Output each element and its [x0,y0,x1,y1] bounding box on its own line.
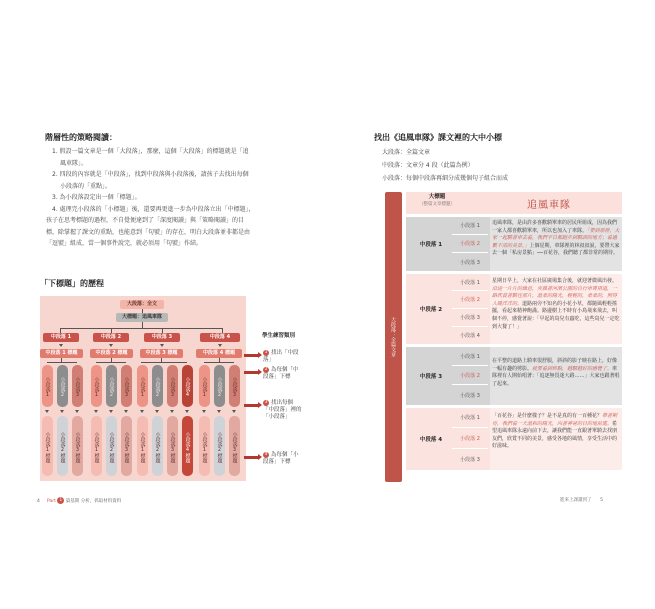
small-4-1: 小段落1 [199,365,210,407]
definition-item: 大段落：全篇文章 [382,149,431,156]
step-1: 1 找出「中段落」 [263,350,299,363]
sub-label: 小段落 3 [460,457,480,463]
chapter-label: 進來上課讀到了 [560,498,592,503]
page-number: 5 [600,498,603,503]
section-label: 築基期 分析，抓取材料資料 [65,499,122,504]
small-title-4-3: 小段落3標題 [229,416,240,476]
small-1-2: 小段落2 [57,365,68,407]
sub-label: 小段落 1 [452,274,488,291]
sub-label: 小段落 3 [452,309,488,327]
small-2-1: 小段落1 [91,365,102,407]
mid-paragraph-4: 中段落 4 [200,333,240,342]
table-header [406,192,622,214]
step-4: 4 為每個「小段落」下標 [263,452,299,465]
para-line: 標，除掌握了課文的重點，也能意到「句號」的存在，明白大段落並非都是由 [46,228,251,236]
header-sublabel: （整篇文章標題） [419,202,455,207]
para-line: 2. 四段的內容就是「中段落」，找到中段落與小段落後，請孩子去找出每個 [52,171,249,178]
mid-paragraph-1: 中段落 1 [43,333,79,342]
para-line: 孩子在思考標題的過程，不自覺便達到了「深度閱讀」與「策略閱讀」的目 [46,217,245,224]
mid-title-2: 中段落 2 標題 [90,349,133,358]
mid-label: 中段落 4 [419,437,443,443]
sub-label: 小段落 2 [452,366,488,385]
definition-item: 小段落：每個中段落再細分成幾個句子組合而成 [382,175,509,182]
root-box: 大段落：全文 [120,300,164,309]
small-title-4-1: 小段落1標題 [199,416,210,476]
mid-text: 「百花谷」是什麼樣子？是不是真的有一百種花？帶著期待，我們看一天溫和的陽光，向著神祕的目的地前進。希望追風車隊永遠向前下去，讓我們能一直跟著單騎去找朋友們，欣賞不同的美景，感受各地的風情，享受生活中的好滋味。 [492,413,618,450]
arrow-right-icon [244,456,258,459]
left-heading: 階層性的策略閱讀： [45,133,117,142]
left-page [0,0,327,609]
small-title-1-3: 小段落3標題 [72,416,83,476]
header-title: 追風車隊 [527,200,571,211]
small-2-3: 小段落3 [121,365,132,407]
arrow-right-icon [244,354,258,357]
para-line: 小段落的「重點」。 [60,182,112,190]
small-4-3: 小段落3 [229,365,240,407]
sub-label: 小段落 1 [452,408,488,428]
small-2-2: 小段落2 [106,365,117,407]
mid-group-4 [406,408,622,470]
mid-label: 中段落 2 [419,307,443,313]
sub-label: 小段落 2 [452,291,488,309]
sub-label: 小段落 3 [460,259,480,266]
sub-label: 小段落 2 [452,235,488,253]
small-title-3-4: 小段落4標題 [182,416,193,476]
small-title-4-2: 小段落2標題 [214,416,225,476]
small-3-4: 小段落4 [182,365,193,407]
para-line: 4. 處理完小段落的「小標題」後，還要再更進一步為中段落立出「中標題」， [52,205,255,213]
definitions [382,146,508,185]
mid-text: 在平整的道路上騎車很舒服，斜斜的影子映在路上，好像一幅有趣的剪影。就要看到終點，越騎越好的感覺了。車隊裡有人開始唱著：「追逐無畏迷大路……」大家也跟著唱了起來。 [492,358,620,387]
small-1-1: 小段落1 [42,365,53,407]
definition-item: 中段落：文章分 4 段（此篇為例） [382,162,474,169]
title-process-diagram [40,296,246,481]
small-4-2: 小段落2 [214,365,225,407]
steps-title: 學生練習類別 [262,333,296,339]
left-footer [37,497,121,504]
small-3-1: 小段落1 [137,365,148,407]
small-1-3: 小段落3 [72,365,83,407]
mid-paragraph-3: 中段落 3 [144,333,180,342]
page-number: 4 [37,499,40,504]
small-title-2-2: 小段落2標題 [106,416,117,476]
root-title-box: 大標題：追風車隊 [116,313,168,322]
sub-label: 小段落 3 [460,392,480,399]
mid-paragraph-2: 中段落 2 [93,333,129,342]
diagram-title: 「下標題」的歷程 [40,279,104,288]
para-line: 「逗號」組成，當一個事件說完，就必須用「句號」作結。 [46,240,203,247]
small-title-2-3: 小段落3標題 [121,416,132,476]
right-heading: 找出《追風車隊》課文裡的大中小標 [374,133,502,142]
small-title-3-1: 小段落1標題 [137,416,148,476]
part-label: Part [47,499,56,504]
mid-title-1: 中段落 1 標題 [40,349,83,358]
strategy-paragraph [46,146,255,250]
mid-text: 星期日早上，大家在社區廣場集合後，就迎著微風出發。沿途一片片的綠意，夾雜著河濱公園的自行車專用道，一路欣賞著騎往那片，溫柔的陽光，輕輕的，柔柔的，照得人暖洋洋的。道路兩旁不知名的小花小草，都隨風輕輕搖擺，看起來精神飽滿。路邊樹上不時有小鳥飛來飛去，叫個不停，感覺著說：「早起的鳥兒有蟲吃，這些鳥兒一定吃到大餐了！」 [492,278,620,330]
header-label: 大標題 （整篇文章標題） [412,194,462,208]
step-2: 2 為每個「中段落」下標 [263,367,299,380]
sub-label: 小段落 1 [452,347,488,366]
para-line: 風車隊」。 [60,159,88,167]
arrow-right-icon [244,371,258,374]
small-title-1-1: 小段落1標題 [42,416,53,476]
mid-title-4: 中段落 4 標題 [196,349,242,358]
small-title-3-3: 小段落3標題 [167,416,178,476]
sub-label: 小段落 1 [452,217,488,235]
right-footer [560,497,603,503]
sub-label: 小段落 4 [460,333,480,339]
small-title-1-2: 小段落2標題 [57,416,68,476]
part-badge: 1 [57,497,64,504]
small-3-3: 小段落3 [167,365,178,407]
sub-label: 小段落 2 [452,428,488,449]
mid-label: 中段落 3 [419,374,443,380]
small-title-2-1: 小段落1標題 [91,416,102,476]
small-3-2: 小段落2 [152,365,163,407]
table-side-label: 大段落：全篇文章 [385,192,402,482]
arrow-right-icon [244,404,258,407]
mid-group-2 [406,274,622,344]
mid-title-3: 中段落 3 標題 [140,349,183,358]
para-line: 1. 假設一篇文章是一個「大段落」，那麼，這個「大段落」的標題就是「追 [52,148,249,155]
mid-group-3 [406,347,622,405]
step-3: 3 找出每個「中段落」裡的「小段落」 [263,400,302,420]
mid-text: 追風車隊，是由許多喜歡騎單車的居民所組成，因為我們一家人都喜歡騎單車，所以也加入了車隊。「要到那裡，大家一起騎著車去看，我們平日都跑步到騎訓的地方；看過數不清的美景。」上個星期，車隊裡的林叔叔說，要帶大家去一個「私房景點」──百花谷，我們聽了都非常的期待。 [492,220,620,257]
mid-group-1 [406,217,622,271]
small-title-3-2: 小段落2標題 [152,416,163,476]
mid-label: 中段落 1 [419,242,443,248]
para-line: 3. 為小段落設定出一個「標題」。 [52,194,141,201]
